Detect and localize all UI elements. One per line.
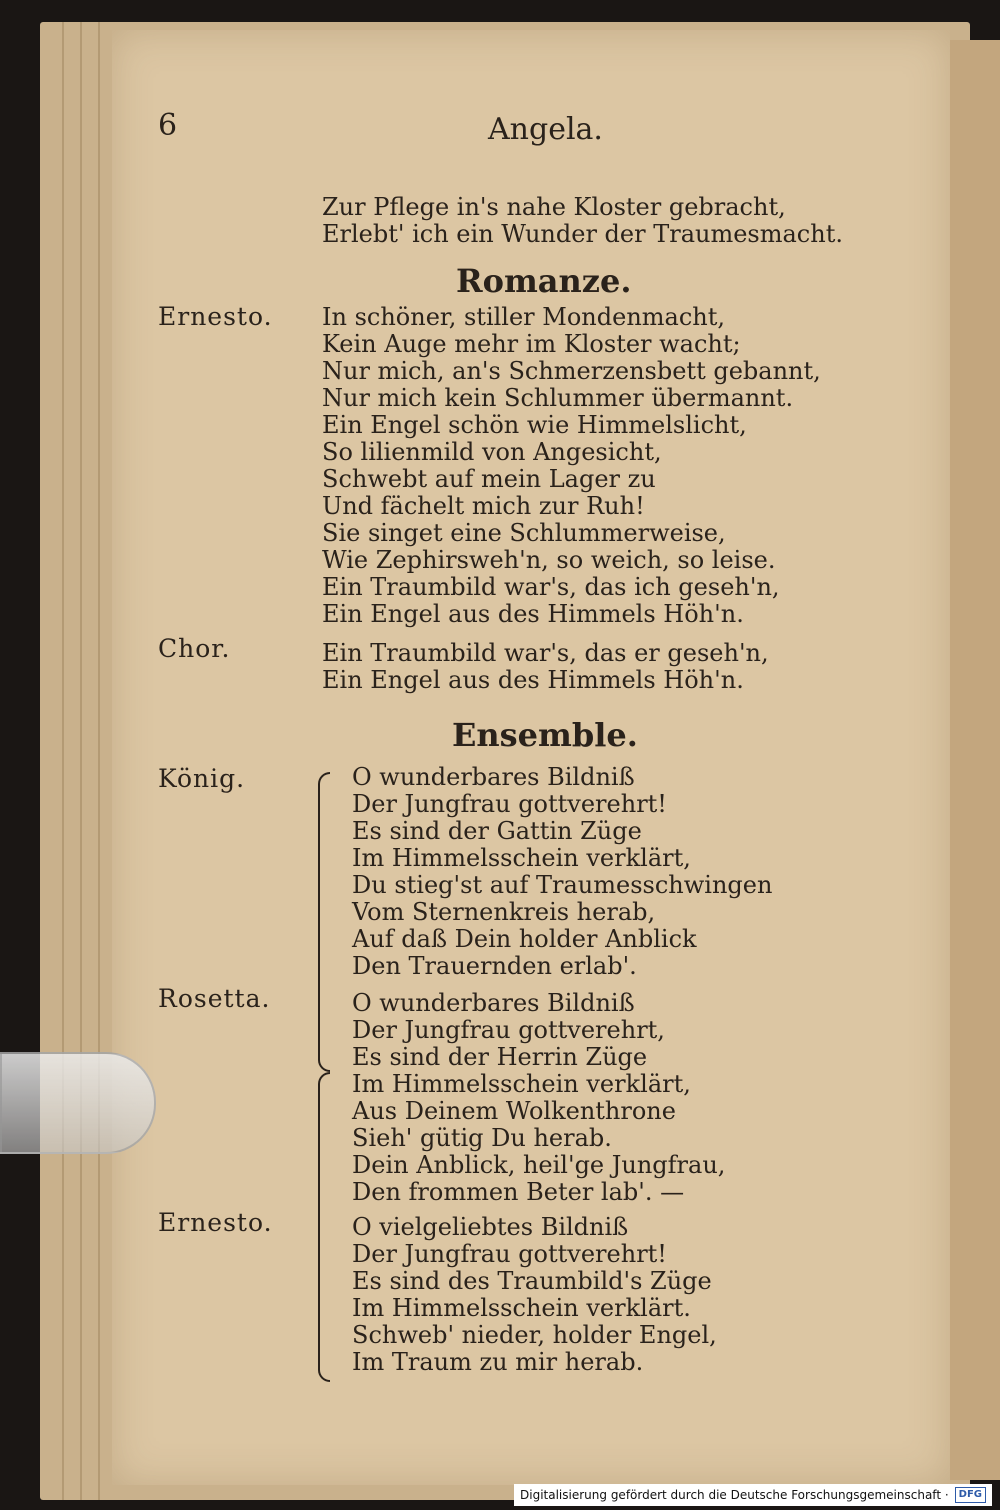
- verse-line: Es sind der Gattin Züge: [352, 817, 642, 845]
- rosetta-verse: [352, 990, 725, 1206]
- digitization-credit: [514, 1484, 992, 1506]
- speaker-ernesto: Ernesto.: [158, 302, 273, 331]
- verse-line: O wunderbares Bildniß: [352, 989, 635, 1017]
- verse-line: Nur mich, an's Schmerzensbett gebannt,: [322, 357, 821, 385]
- ernesto-romanze-verse: [322, 304, 821, 628]
- verse-line: Wie Zephirsweh'n, so weich, so leise.: [322, 546, 776, 574]
- brace: [318, 1072, 330, 1382]
- verse-line: Ein Engel aus des Himmels Höh'n.: [322, 666, 744, 694]
- verse-line: In schöner, stiller Mondenmacht,: [322, 303, 726, 331]
- speaker-ernesto-ensemble: Ernesto.: [158, 1208, 273, 1237]
- verse-line: Im Himmelsschein verklärt.: [352, 1294, 691, 1322]
- verse-line: Im Himmelsschein verklärt,: [352, 1070, 691, 1098]
- verse-line: Schwebt auf mein Lager zu: [322, 465, 656, 493]
- glass-page-weight: [0, 1052, 156, 1154]
- verse-line: Im Himmelsschein verklärt,: [352, 844, 691, 872]
- verse-line: Es sind der Herrin Züge: [352, 1043, 648, 1071]
- verse-line: Auf daß Dein holder Anblick: [352, 925, 697, 953]
- next-page-edge: [950, 40, 1000, 1480]
- verse-line: Der Jungfrau gottverehrt!: [352, 790, 667, 818]
- koenig-verse: [352, 764, 772, 980]
- chor-verse: [322, 640, 769, 694]
- verse-line: Ein Engel schön wie Himmelslicht,: [322, 411, 747, 439]
- page-edge: [98, 22, 100, 1500]
- verse-line: O vielgeliebtes Bildniß: [352, 1213, 629, 1241]
- section-heading-romanze: Romanze.: [456, 262, 632, 300]
- brace: [318, 772, 330, 1072]
- verse-line: Im Traum zu mir herab.: [352, 1348, 644, 1376]
- verse-line: So lilienmild von Angesicht,: [322, 438, 662, 466]
- page-edge: [62, 22, 64, 1500]
- speaker-chor: Chor.: [158, 634, 231, 663]
- verse-line: Du stieg'st auf Traumesschwingen: [352, 871, 773, 899]
- running-title: Angela.: [488, 112, 603, 147]
- verse-line: Der Jungfrau gottverehrt!: [352, 1240, 667, 1268]
- intro-verse: [322, 194, 843, 248]
- dfg-logo: DFG: [955, 1487, 986, 1503]
- page-number: 6: [158, 108, 178, 143]
- verse-line: Dein Anblick, heil'ge Jungfrau,: [352, 1151, 726, 1179]
- verse-line: Den Trauernden erlab'.: [352, 952, 637, 980]
- verse-line: O wunderbares Bildniß: [352, 763, 635, 791]
- verse-line: Nur mich kein Schlummer übermannt.: [322, 384, 794, 412]
- verse-line: Der Jungfrau gottverehrt,: [352, 1016, 665, 1044]
- verse-line: Vom Sternenkreis herab,: [352, 898, 656, 926]
- verse-line: Erlebt' ich ein Wunder der Traumesmacht.: [322, 220, 843, 248]
- verse-line: Zur Pflege in's nahe Kloster gebracht,: [322, 193, 786, 221]
- speaker-koenig: König.: [158, 764, 246, 793]
- verse-line: Und fächelt mich zur Ruh!: [322, 492, 645, 520]
- verse-line: Schweb' nieder, holder Engel,: [352, 1321, 717, 1349]
- verse-line: Ein Traumbild war's, das ich geseh'n,: [322, 573, 780, 601]
- verse-line: Kein Auge mehr im Kloster wacht;: [322, 330, 741, 358]
- verse-line: Es sind des Traumbild's Züge: [352, 1267, 712, 1295]
- verse-line: Ein Engel aus des Himmels Höh'n.: [322, 600, 744, 628]
- section-heading-ensemble: Ensemble.: [452, 716, 638, 754]
- ernesto-ensemble-verse: [352, 1214, 717, 1376]
- verse-line: Sie singet eine Schlummerweise,: [322, 519, 726, 547]
- verse-line: Den frommen Beter lab'. —: [352, 1178, 685, 1206]
- verse-line: Sieh' gütig Du herab.: [352, 1124, 612, 1152]
- credit-text: Digitalisierung gefördert durch die Deutsche Forschungsgemeinschaft ·: [520, 1488, 949, 1502]
- verse-line: Aus Deinem Wolkenthrone: [352, 1097, 676, 1125]
- speaker-rosetta: Rosetta.: [158, 984, 271, 1013]
- verse-line: Ein Traumbild war's, das er geseh'n,: [322, 639, 769, 667]
- page-edge: [80, 22, 82, 1500]
